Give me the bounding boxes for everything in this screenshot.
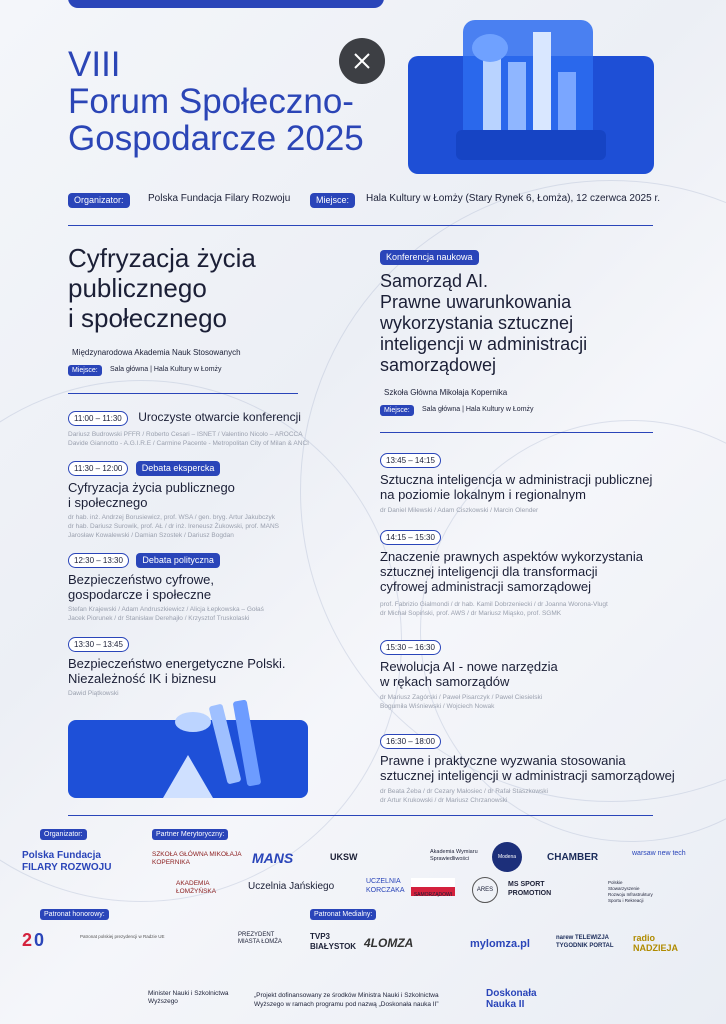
eu-presidency-logo — [22, 930, 72, 950]
heading-line: Samorząd AI. — [380, 271, 489, 291]
heading-line: wykorzystania sztucznej — [380, 313, 574, 333]
speaker-line: dr Michał Sopiński, prof. AWS / dr Mariusz Miąsko, prof. SGMK — [380, 610, 562, 617]
radio-nadzieja-logo: radio NADZIEJA — [633, 933, 679, 953]
aws-logo: Akademia Wymiaru Sprawiedliwości — [430, 849, 478, 862]
filary-rozwoju-logo: Polska Fundacja FILARY ROZWOJU — [22, 850, 112, 873]
uczelnia-korczaka-logo: UCZELNIA KORCZAKA — [366, 878, 405, 894]
speaker-line: dr Artur Krukowski / dr Mariusz Chrzanowski — [380, 797, 508, 804]
session-title — [380, 753, 675, 783]
session-time: 11:00 – 11:30 — [68, 411, 128, 426]
place-value: Hala Kultury w Łomży (Stary Rynek 6, Łomża), 12 czerwca 2025 r. — [366, 193, 661, 204]
left-heading — [68, 243, 256, 333]
session-time: 13:30 – 13:45 — [68, 637, 129, 652]
4lomza-logo: 4LOMZA — [364, 936, 414, 950]
speaker-line: dr Mariusz Zagórski / Paweł Pisarczyk / Paweł Ciesielski — [380, 694, 543, 701]
mylomza-logo: mylomza.pl — [470, 938, 530, 950]
session-time: 16:30 – 18:00 — [380, 734, 441, 749]
partner-label: Partner Merytoryczny: — [152, 829, 228, 840]
session-speakers — [68, 605, 264, 623]
session-item — [68, 634, 286, 698]
psrisr-logo: Polskie Stowarzyszenie Rozwoju Infrastruktury Sportu i Rekreacji — [608, 880, 653, 903]
session-title — [68, 572, 264, 602]
speaker-line: prof. Fabrizio Gialmondi / dr hab. Kamil Dobrzeniecki / dr Joanna Worona-Vlugt — [380, 601, 608, 608]
left-organizer: Międzynarodowa Akademia Nauk Stosowanych — [72, 348, 241, 357]
doskonala-nauka-logo: Doskonała Nauka II — [486, 988, 537, 1010]
heading-line: samorządowej — [380, 355, 497, 375]
divider — [68, 393, 298, 394]
session-title — [380, 549, 643, 594]
left-place-label: Miejsce: — [68, 365, 102, 376]
heading-line: i społecznego — [68, 303, 227, 333]
speaker-line: Jacek Piorunek / dr Stanisław Derehajło / Krzysztof Truskolaski — [68, 615, 250, 622]
title-line: sztucznej inteligencji dla transformacji — [380, 564, 598, 579]
session-time: 15:30 – 16:30 — [380, 640, 441, 655]
right-place-label: Miejsce: — [380, 405, 414, 416]
title-line: VIII — [68, 45, 121, 84]
organizer-label: Organizator: — [68, 193, 130, 208]
samorzadowi-logo: SAMORZĄDOWI — [411, 878, 455, 896]
divider — [68, 225, 653, 226]
honorary-label: Patronat honorowy: — [40, 909, 109, 920]
left-place-value: Sala główna | Hala Kultury w Łomży — [110, 366, 222, 373]
close-icon — [353, 52, 371, 70]
session-item — [68, 550, 264, 623]
session-speakers — [68, 689, 286, 698]
eu-presidency-text: Patronat polskiej prezydencji w Radzie UE — [80, 934, 165, 939]
speaker-line: dr hab. inż. Andrzej Borusiewicz, prof. WSA / gen. bryg. Artur Jakubczyk — [68, 514, 276, 521]
right-organizer: Szkoła Główna Mikołaja Kopernika — [384, 388, 508, 397]
title-line: Cyfryzacja życia publicznego — [68, 480, 235, 495]
session-time: 12:30 – 13:30 — [68, 553, 129, 568]
ares-logo: ARES — [472, 877, 498, 903]
uksw-logo: UKSW — [330, 852, 358, 862]
title-line: Znaczenie prawnych aspektów wykorzystania — [380, 549, 644, 564]
place-label: Miejsce: — [310, 193, 355, 208]
session-title: Uroczyste otwarcie konferencji — [138, 410, 301, 424]
title-line: w rękach samorządów — [380, 674, 510, 689]
title-line: Rewolucja AI - nowe narzędzia — [380, 659, 558, 674]
session-speakers — [380, 600, 643, 618]
speaker-line: Davide Giannotto - A.G.I.R.E / Carmine Pacente - Metropolitan City of Milan & ANCI — [68, 440, 309, 447]
session-badge: Debata polityczna — [136, 553, 220, 568]
sponsors-organizer-label: Organizator: — [40, 829, 87, 840]
session-time: 13:45 – 14:15 — [380, 453, 441, 468]
speaker-line: dr hab. Dariusz Surowik, prof. AŁ / dr inż. Ireneusz Żukowski, prof. MANS — [68, 523, 279, 530]
mans-logo: MANS — [252, 850, 294, 866]
divider — [380, 432, 653, 433]
svg-text:0: 0 — [34, 930, 45, 950]
ministry-logo: Minister Nauki i Szkolnictwa Wyższego — [148, 990, 229, 1005]
session-item — [380, 731, 675, 805]
ms-sport-logo: MS SPORT PROMOTION — [508, 881, 552, 897]
title-line: i społecznego — [68, 495, 148, 510]
right-heading — [380, 271, 587, 376]
tvp3-logo: TVP3 BIAŁYSTOK — [310, 932, 357, 951]
title-line: Bezpieczeństwo cyfrowe, — [68, 572, 214, 587]
session-title — [68, 480, 279, 510]
modena-logo: Modena — [492, 842, 522, 872]
session-title — [380, 659, 558, 689]
title-line: Gospodarcze 2025 — [68, 119, 364, 158]
session-speakers — [380, 506, 652, 515]
session-item — [68, 458, 279, 540]
session-speakers — [68, 430, 309, 448]
sgmk-logo: SZKOŁA GŁÓWNA MIKOŁAJA KOPERNIKA — [152, 851, 242, 866]
uczelnia-janskiego-logo: Uczelnia Jańskiego — [248, 881, 335, 892]
speaker-line: Bogumiła Wiśniewski / Wojciech Nowak — [380, 703, 495, 710]
session-badge: Debata ekspercka — [136, 461, 221, 476]
title-line: Forum Społeczno- — [68, 82, 354, 121]
session-speakers — [380, 693, 558, 711]
organizer-value: Polska Fundacja Filary Rozwoju — [148, 193, 291, 204]
session-item — [380, 450, 652, 515]
media-label: Patronat Medialny: — [310, 909, 376, 920]
title-line: sztucznej inteligencji w administracji samorządowej — [380, 768, 675, 783]
narew-logo: narew TELEWIZJA TYGODNIK PORTAL — [556, 935, 614, 949]
title-line: Prawne i praktyczne wyzwania stosowania — [380, 753, 626, 768]
speaker-line: Jarosław Kowalewski / Damian Szostek / Dariusz Bogdan — [68, 532, 234, 539]
chamber-logo: CHAMBER — [547, 852, 599, 863]
title-line: na poziomie lokalnym i regionalnym — [380, 487, 586, 502]
title-line: Sztuczna inteligencja w administracji publicznej — [380, 472, 653, 487]
title-line: cyfrowej administracji samorządowej — [380, 579, 591, 594]
speaker-line: Dariusz Budrowski PFFR / Roberto Cesari – ISNET / Valentino Nicolo – AROCCA — [68, 431, 303, 438]
speaker-line: dr Beata Żeba / dr Cezary Małosiec / dr Rafał Staszkowski — [380, 788, 548, 795]
session-title — [68, 656, 286, 686]
session-speakers — [68, 513, 279, 540]
speaker-line: Stefan Krajewski / Adam Andruszkiewicz / Alicja Łepkowska – Gołaś — [68, 606, 264, 613]
close-button[interactable] — [339, 38, 385, 84]
session-time: 14:15 – 15:30 — [380, 530, 441, 545]
speaker-line: dr Daniel Milewski / Adam Ciszkowski / Marcin Olender — [380, 507, 539, 514]
session-item — [380, 527, 643, 618]
akademia-lomzynska-logo: AKADEMIA ŁOMŻYŃSKA — [176, 880, 217, 895]
warsaw-new-tech-logo: warsaw new tech — [632, 850, 686, 857]
speaker-line: Dawid Piątkowski — [68, 690, 119, 697]
session-time: 11:30 – 12:00 — [68, 461, 128, 476]
heading-line: publicznego — [68, 273, 207, 303]
heading-line: inteligencji w administracji — [380, 334, 588, 354]
conference-badge: Konferencja naukowa — [380, 250, 479, 265]
session-item — [68, 408, 309, 448]
title-line: gospodarcze i społeczne — [68, 587, 212, 602]
session-title — [380, 472, 652, 502]
top-bar — [68, 0, 384, 8]
heading-line: Cyfryzacja życia — [68, 243, 256, 273]
session-item — [380, 637, 558, 711]
prezydent-lomza-logo: PREZYDENT MIASTA ŁOMŻA — [238, 932, 282, 945]
right-place-value: Sala główna | Hala Kultury w Łomży — [422, 406, 534, 413]
heading-line: Prawne uwarunkowania — [380, 292, 572, 312]
svg-text:2: 2 — [22, 930, 33, 950]
hero-chart-illustration — [408, 12, 654, 176]
session-speakers — [380, 787, 675, 805]
title-line: Niezależność IK i biznesu — [68, 671, 217, 686]
energy-illustration — [68, 700, 308, 798]
divider — [68, 815, 653, 816]
title-line: Bezpieczeństwo energetyczne Polski. — [68, 656, 286, 671]
page-title — [68, 46, 364, 157]
project-funding-text: „Projekt dofinansowany ze środków Ministra Nauki i Szkolnictwa Wyższego w ramach programu pod nazwą „Doskonała nauka II” — [254, 992, 439, 1008]
